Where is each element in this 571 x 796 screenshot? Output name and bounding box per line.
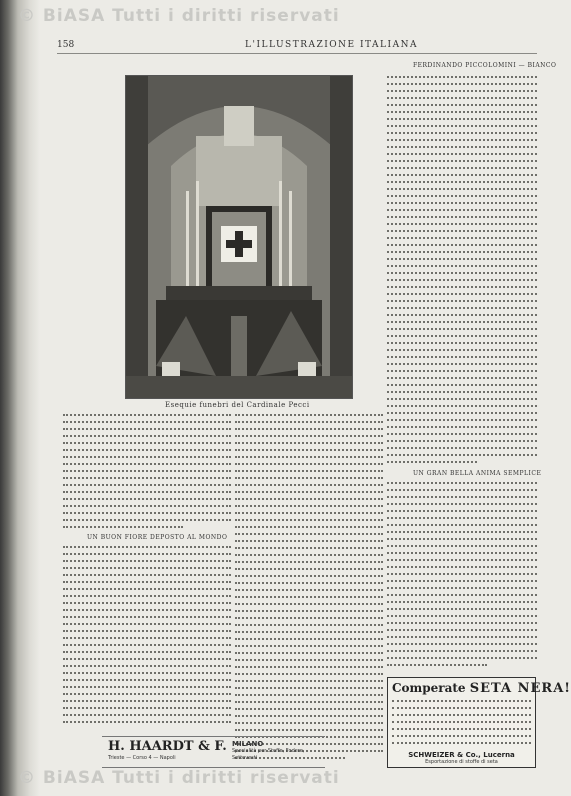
text-line: [387, 209, 537, 211]
text-line: [235, 540, 383, 542]
seta-headline: [392, 681, 571, 696]
text-line: [392, 728, 531, 730]
text-line: [63, 442, 231, 444]
text-line: [387, 335, 537, 337]
text-line: [387, 566, 537, 568]
text-line: [63, 623, 231, 625]
text-line: [63, 616, 231, 618]
text-line: [63, 456, 231, 458]
text-line: [392, 714, 531, 716]
text-line: [387, 601, 537, 603]
text-line: [63, 588, 231, 590]
text-line: [387, 545, 537, 547]
text-line: [63, 672, 231, 674]
text-line: [387, 230, 537, 232]
text-line: [387, 664, 487, 666]
text-line: [235, 554, 383, 556]
text-line: [235, 456, 383, 458]
text-line: [387, 377, 537, 379]
text-line: [387, 531, 537, 533]
text-line: [235, 477, 383, 479]
text-line: [387, 419, 537, 421]
text-line: [63, 714, 231, 716]
text-line: [387, 258, 537, 260]
text-line: [387, 503, 537, 505]
haardt-address: Trieste — Corso 4 — Napoli: [108, 755, 176, 761]
text-line: [63, 449, 231, 451]
seta-body-text: [392, 698, 531, 750]
text-line: [235, 428, 383, 430]
text-line: [235, 421, 383, 423]
text-line: [235, 666, 383, 668]
header-rule: [57, 53, 537, 54]
text-line: [63, 428, 231, 430]
text-line: [387, 251, 537, 253]
text-line: [235, 610, 383, 612]
text-line: [387, 580, 537, 582]
text-line: [63, 463, 231, 465]
text-line: [387, 384, 537, 386]
text-line: [387, 552, 537, 554]
text-line: [392, 721, 531, 723]
text-line: [387, 216, 537, 218]
haardt-city: MILANO: [232, 740, 264, 748]
text-line: [387, 608, 537, 610]
text-line: [387, 195, 537, 197]
text-line: [63, 435, 231, 437]
text-line: [235, 694, 383, 696]
text-line: [63, 721, 231, 723]
text-line: [387, 188, 537, 190]
text-line: [387, 167, 537, 169]
text-line: [235, 526, 383, 528]
funeral-photo: [125, 75, 353, 399]
text-line: [387, 538, 537, 540]
column-left: [63, 412, 231, 732]
text-line: [387, 328, 537, 330]
text-line: [63, 637, 231, 639]
text-line: [392, 700, 531, 702]
text-line: [235, 617, 383, 619]
text-line: [387, 272, 537, 274]
text-line: [235, 582, 383, 584]
text-line: [387, 104, 537, 106]
haardt-details: Specialità per Stoffe, Fodere, Sottovesti: [232, 748, 305, 761]
text-line: [387, 657, 537, 659]
newspaper-page: [45, 34, 571, 765]
text-line: [235, 484, 383, 486]
seta-headline-big: SETA NERA!: [469, 681, 571, 696]
text-line: [387, 524, 537, 526]
text-line: [387, 615, 537, 617]
text-line: [235, 603, 383, 605]
text-line: [235, 645, 383, 647]
text-line: [235, 568, 383, 570]
text-line: [63, 498, 231, 500]
text-line: [387, 307, 537, 309]
text-line: [387, 391, 537, 393]
text-line: [387, 321, 537, 323]
text-line: [387, 622, 537, 624]
running-head: L'ILLUSTRAZIONE ITALIANA: [245, 40, 418, 50]
text-line: [387, 181, 537, 183]
text-line: [392, 707, 531, 709]
page-number: 158: [57, 40, 75, 50]
text-line: [387, 349, 537, 351]
text-line: [387, 643, 537, 645]
text-line: [63, 693, 231, 695]
seta-company-sub: Esportazione di stoffe di seta: [425, 759, 498, 765]
text-line: [387, 314, 537, 316]
text-line: [387, 279, 537, 281]
column-right: [387, 74, 542, 672]
text-line: [235, 575, 383, 577]
text-line: [387, 286, 537, 288]
text-line: [235, 589, 383, 591]
text-line: [387, 587, 537, 589]
text-line: [63, 679, 231, 681]
text-line: [235, 505, 383, 507]
text-line: [387, 629, 537, 631]
text-line: [387, 244, 537, 246]
text-line: [387, 517, 537, 519]
seta-company: SCHWEIZER & Co., Lucerna: [408, 751, 515, 759]
text-line: [235, 673, 383, 675]
funeral-illustration: [126, 76, 352, 398]
seta-headline-small: Comperate: [392, 681, 466, 695]
text-line: [387, 83, 537, 85]
text-line: [235, 498, 383, 500]
text-line: [392, 735, 531, 737]
text-line: [63, 477, 231, 479]
text-line: [387, 594, 537, 596]
text-line: [235, 491, 383, 493]
text-line: [387, 202, 537, 204]
text-line: [387, 363, 537, 365]
text-line: [63, 470, 231, 472]
text-line: [387, 454, 537, 456]
haardt-name: H. HAARDT & F.: [108, 739, 227, 754]
watermark-top: © BiASA Tutti i diritti riservati: [18, 6, 340, 26]
text-line: [63, 644, 231, 646]
text-line: [235, 470, 383, 472]
text-line: [387, 370, 537, 372]
text-line: [63, 707, 231, 709]
text-line: [63, 512, 231, 514]
text-line: [387, 482, 537, 484]
text-line: [387, 342, 537, 344]
text-line: [387, 461, 477, 463]
text-line: [387, 97, 537, 99]
text-line: [387, 650, 537, 652]
text-line: [63, 546, 231, 548]
text-line: [387, 76, 537, 78]
text-line: [387, 636, 537, 638]
text-line: [235, 638, 383, 640]
text-line: [387, 139, 537, 141]
text-line: [235, 680, 383, 682]
text-line: [235, 442, 383, 444]
haardt-right-block: [232, 740, 322, 762]
text-line: [387, 412, 537, 414]
text-line: [63, 686, 231, 688]
text-line: [235, 463, 383, 465]
right-subhead-top: FERDINANDO PICCOLOMINI — BIANCO: [413, 62, 557, 69]
text-line: [235, 722, 383, 724]
text-line: [63, 700, 231, 702]
text-line: [387, 293, 537, 295]
text-line: [63, 553, 231, 555]
text-line: [387, 573, 537, 575]
text-line: [235, 512, 383, 514]
text-line: [387, 223, 537, 225]
text-line: [63, 491, 231, 493]
text-line: [63, 574, 231, 576]
column-middle: [235, 412, 383, 770]
text-line: [63, 658, 231, 660]
text-line: [387, 153, 537, 155]
text-line: [387, 405, 537, 407]
text-line: [63, 630, 231, 632]
text-line: [235, 624, 383, 626]
text-line: [63, 609, 231, 611]
text-line: [235, 715, 383, 717]
text-line: [387, 146, 537, 148]
seta-nera-advertisement: [387, 677, 571, 768]
right-subhead-mid: UN GRAN BELLA ANIMA SEMPLICE: [413, 470, 542, 477]
text-line: [63, 602, 231, 604]
text-line: [387, 440, 537, 442]
text-line: [235, 561, 383, 563]
watermark-bottom: © BiASA Tutti i diritti riservati: [18, 768, 340, 788]
text-line: [63, 484, 231, 486]
text-line: [63, 567, 231, 569]
text-line: [235, 701, 383, 703]
text-line: [387, 489, 537, 491]
text-line: [387, 125, 537, 127]
text-line: [387, 559, 537, 561]
book-spine-shadow: [0, 0, 40, 796]
haardt-advertisement: [102, 736, 325, 768]
text-line: [63, 560, 231, 562]
text-line: [387, 118, 537, 120]
text-line: [63, 651, 231, 653]
text-line: [63, 505, 231, 507]
text-line: [387, 111, 537, 113]
text-line: [235, 449, 383, 451]
text-line: [235, 435, 383, 437]
text-line: [63, 421, 231, 423]
text-line: [387, 90, 537, 92]
text-line: [387, 433, 537, 435]
text-line: [235, 547, 383, 549]
text-line: [387, 398, 537, 400]
text-line: [235, 687, 383, 689]
text-line: [235, 659, 383, 661]
text-line: [387, 356, 537, 358]
text-line: [387, 132, 537, 134]
text-line: [235, 631, 383, 633]
text-line: [235, 596, 383, 598]
text-line: [387, 174, 537, 176]
text-line: [235, 414, 383, 416]
text-line: [387, 300, 537, 302]
text-line: [235, 729, 383, 731]
text-line: [63, 665, 231, 667]
text-line: [387, 426, 537, 428]
text-line: [235, 519, 383, 521]
text-line: [387, 265, 537, 267]
left-subhead: UN BUON FIORE DEPOSTO AL MONDO: [87, 534, 228, 541]
text-line: [387, 447, 537, 449]
text-line: [63, 519, 231, 521]
text-line: [387, 237, 537, 239]
photo-caption: Esequie funebri del Cardinale Pecci: [165, 401, 310, 409]
text-line: [387, 510, 537, 512]
text-line: [392, 742, 531, 744]
text-line: [235, 533, 383, 535]
text-line: [387, 496, 537, 498]
text-line: [63, 595, 231, 597]
text-line: [63, 526, 183, 528]
text-line: [387, 160, 537, 162]
text-line: [63, 581, 231, 583]
text-line: [235, 652, 383, 654]
text-line: [235, 708, 383, 710]
text-line: [63, 414, 231, 416]
